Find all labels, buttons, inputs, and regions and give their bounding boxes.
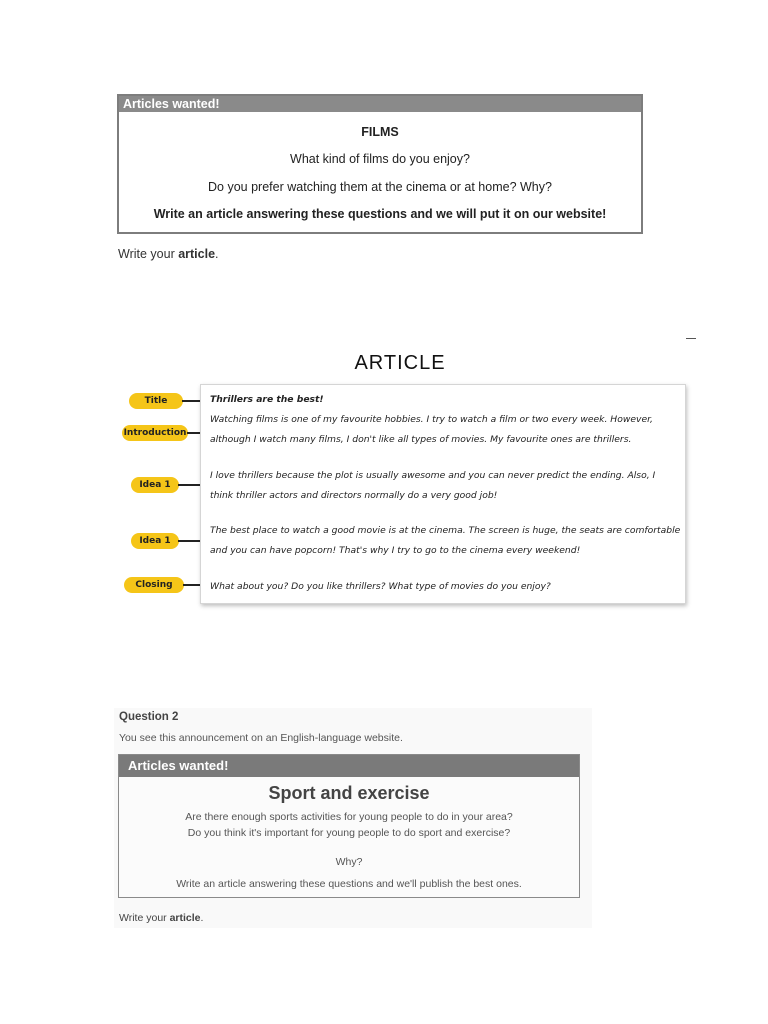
instruction-period: . <box>215 247 219 261</box>
label-idea-2: Idea 1 <box>131 533 179 549</box>
instruction-text: Write your <box>118 247 179 261</box>
article-line: What about you? Do you like thrillers? What type of movies do you enjoy? <box>210 581 551 592</box>
announcement-topic: Sport and exercise <box>268 783 430 803</box>
label-connector <box>182 400 201 402</box>
instruction-bold: article <box>169 912 201 924</box>
announcement-call-to-action: Write an article answering these questions and we'll publish the best ones. <box>176 878 522 890</box>
article-paper <box>200 384 686 604</box>
announcement-question: Do you think it's important for young people to do sport and exercise? <box>187 827 511 839</box>
label-idea-1: Idea 1 <box>131 477 179 493</box>
label-introduction: Introduction <box>122 425 188 441</box>
label-connector <box>178 484 201 486</box>
sport-announcement-box <box>118 754 580 898</box>
article-line: although I watch many films, I don't like all types of movies. My favourite ones are thrillers. <box>210 434 632 445</box>
write-instruction <box>119 912 203 924</box>
announcement-header: Articles wanted! <box>119 96 641 112</box>
announcement-question: Are there enough sports activities for young people to do in your area? <box>185 811 513 823</box>
announcement-topic: FILMS <box>361 125 399 139</box>
article-line: and you can have popcorn! That's why I try to go to the cinema every weekend! <box>210 545 581 556</box>
films-announcement-box <box>117 94 643 234</box>
article-line: think thriller actors and directors normally do a very good job! <box>210 490 498 501</box>
question-number: Question 2 <box>119 711 179 723</box>
label-connector <box>183 584 201 586</box>
article-line: The best place to watch a good movie is at the cinema. The screen is huge, the seats are comfortable <box>210 525 681 536</box>
label-connector <box>187 432 201 434</box>
question-intro: You see this announcement on an English-language website. <box>119 732 403 744</box>
article-line: Watching films is one of my favourite hobbies. I try to watch a film or two every week. However, <box>210 414 653 425</box>
label-closing: Closing <box>124 577 184 593</box>
article-line: I love thrillers because the plot is usually awesome and you can never predict the ending. Also, I <box>210 470 656 481</box>
instruction-bold: article <box>178 247 216 261</box>
announcement-question: Do you prefer watching them at the cinema or at home? Why? <box>208 180 552 194</box>
label-connector <box>178 540 201 542</box>
label-title: Title <box>129 393 183 409</box>
announcement-question: What kind of films do you enjoy? <box>290 152 470 166</box>
write-instruction <box>118 247 219 261</box>
instruction-period: . <box>200 912 204 924</box>
announcement-call-to-action: Write an article answering these questions and we will put it on our website! <box>153 207 607 221</box>
article-heading: ARTICLE <box>354 352 446 374</box>
article-title-text: Thrillers are the best! <box>210 394 324 405</box>
announcement-header: Articles wanted! <box>119 755 579 777</box>
divider-mark <box>686 338 696 339</box>
instruction-text: Write your <box>119 912 170 924</box>
announcement-question: Why? <box>335 856 363 868</box>
